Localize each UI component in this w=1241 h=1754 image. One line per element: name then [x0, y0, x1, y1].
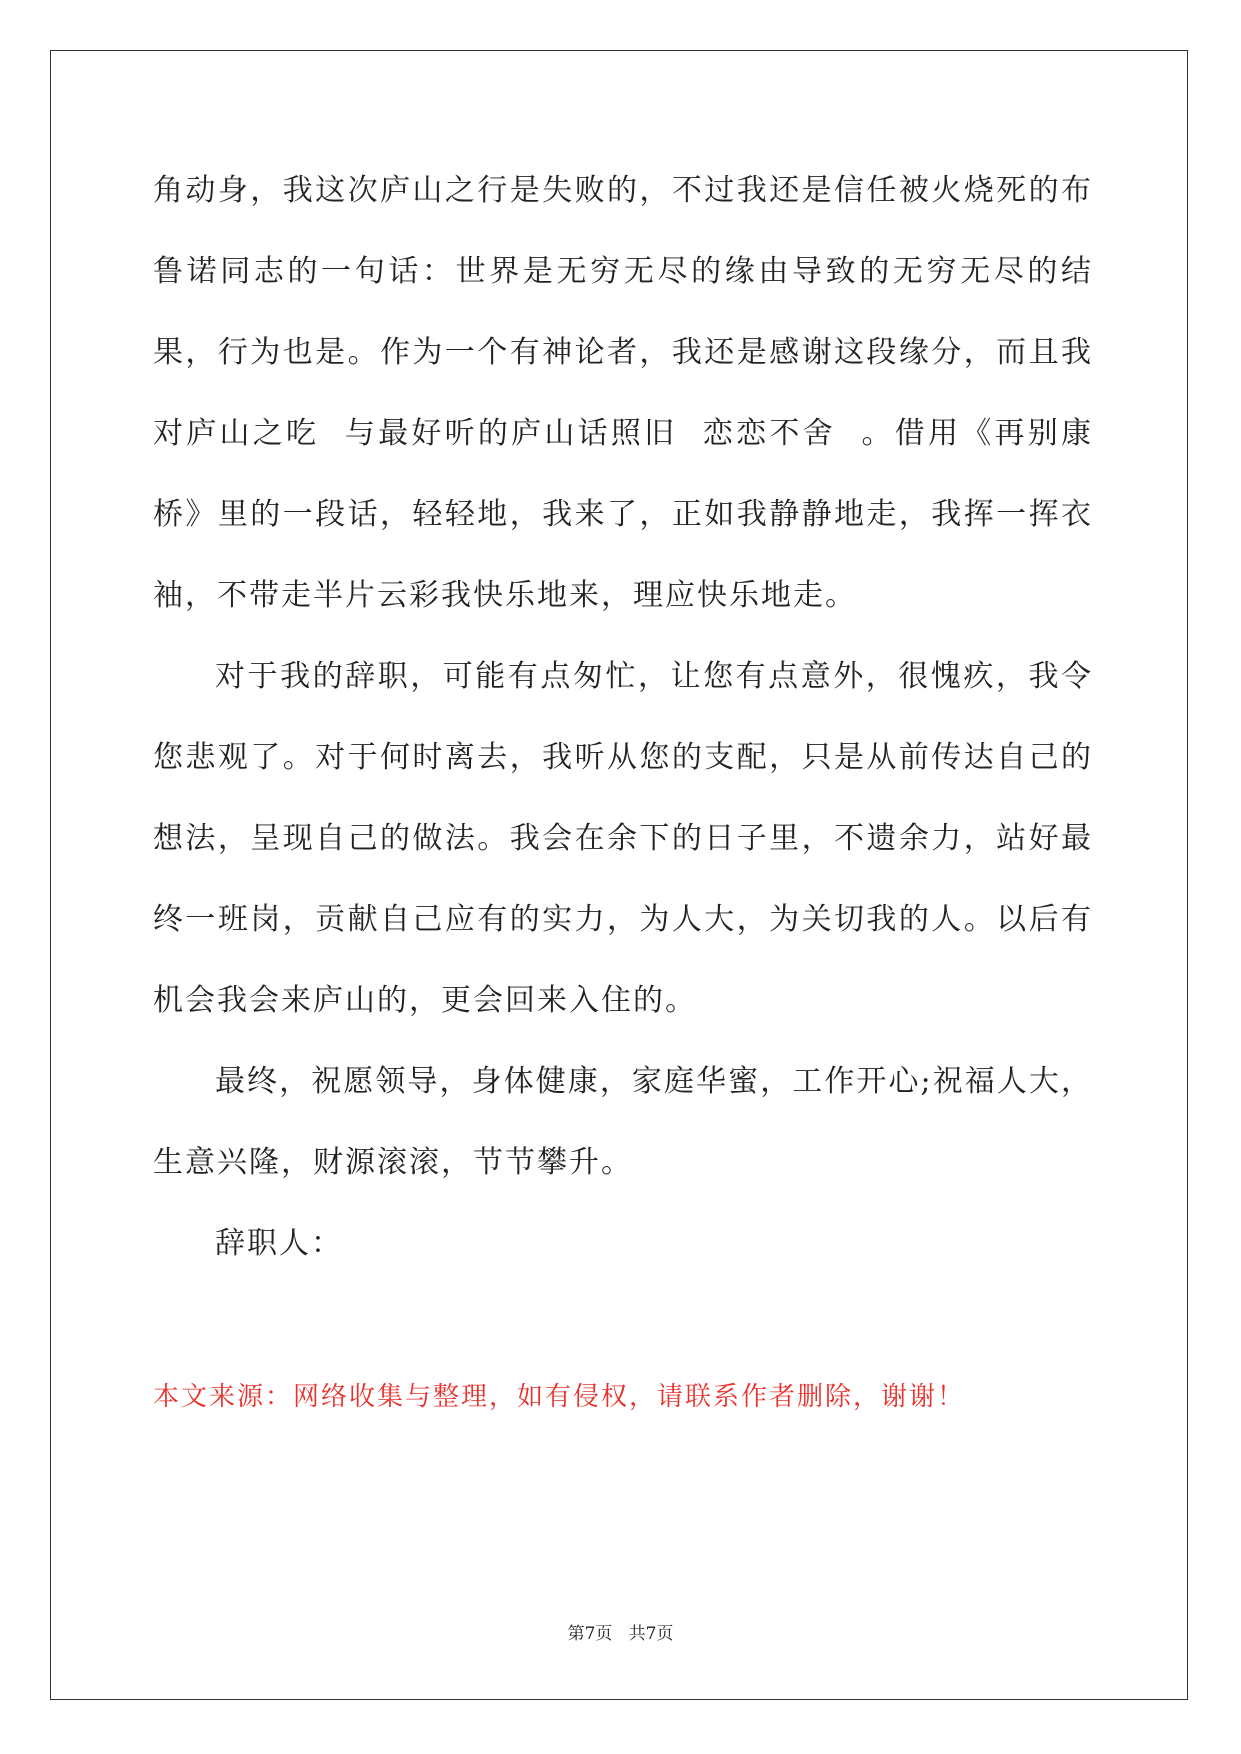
signature-line: 辞职人：: [215, 1226, 343, 1261]
paragraph-resignation-reason: 对于我的辞职，可能有点匆忙，让您有点意外，很愧疚，我令您悲观了。对于何时离去，我听从您的支配，只是从前传达自己的想法，呈现自己的做法。我会在余下的日子里，不遗余力，站好最终一班岗，贡献自己应有的实力，为人大，为关切我的人。以后有机会我会来庐山的，更会回来入住的。: [153, 659, 1093, 1018]
letter-body: [153, 150, 1093, 1284]
source-disclaimer: 本文来源：网络收集与整理，如有侵权，请联系作者删除，谢谢！: [153, 1382, 966, 1412]
page-number: 第7页 共7页: [567, 1624, 674, 1644]
paragraph-wishes: 最终，祝愿领导，身体健康，家庭华蜜，工作开心;祝福人大，生意兴隆，财源滚滚，节节攀升。: [153, 1064, 1093, 1180]
paragraph-continuation: 角动身，我这次庐山之行是失败的，不过我还是信任被火烧死的布鲁诺同志的一句话：世界是无穷无尽的缘由导致的无穷无尽的结果，行为也是。作为一个有神论者，我还是感谢这段缘分，而且我对庐山之吃 与最好听的庐山话照旧 恋恋不舍 。借用《再别康桥》里的一段话，轻轻地，我来了，正如我静静地走，我挥一挥衣袖，不带走半片云彩我快乐地来，理应快乐地走。: [153, 173, 1093, 613]
